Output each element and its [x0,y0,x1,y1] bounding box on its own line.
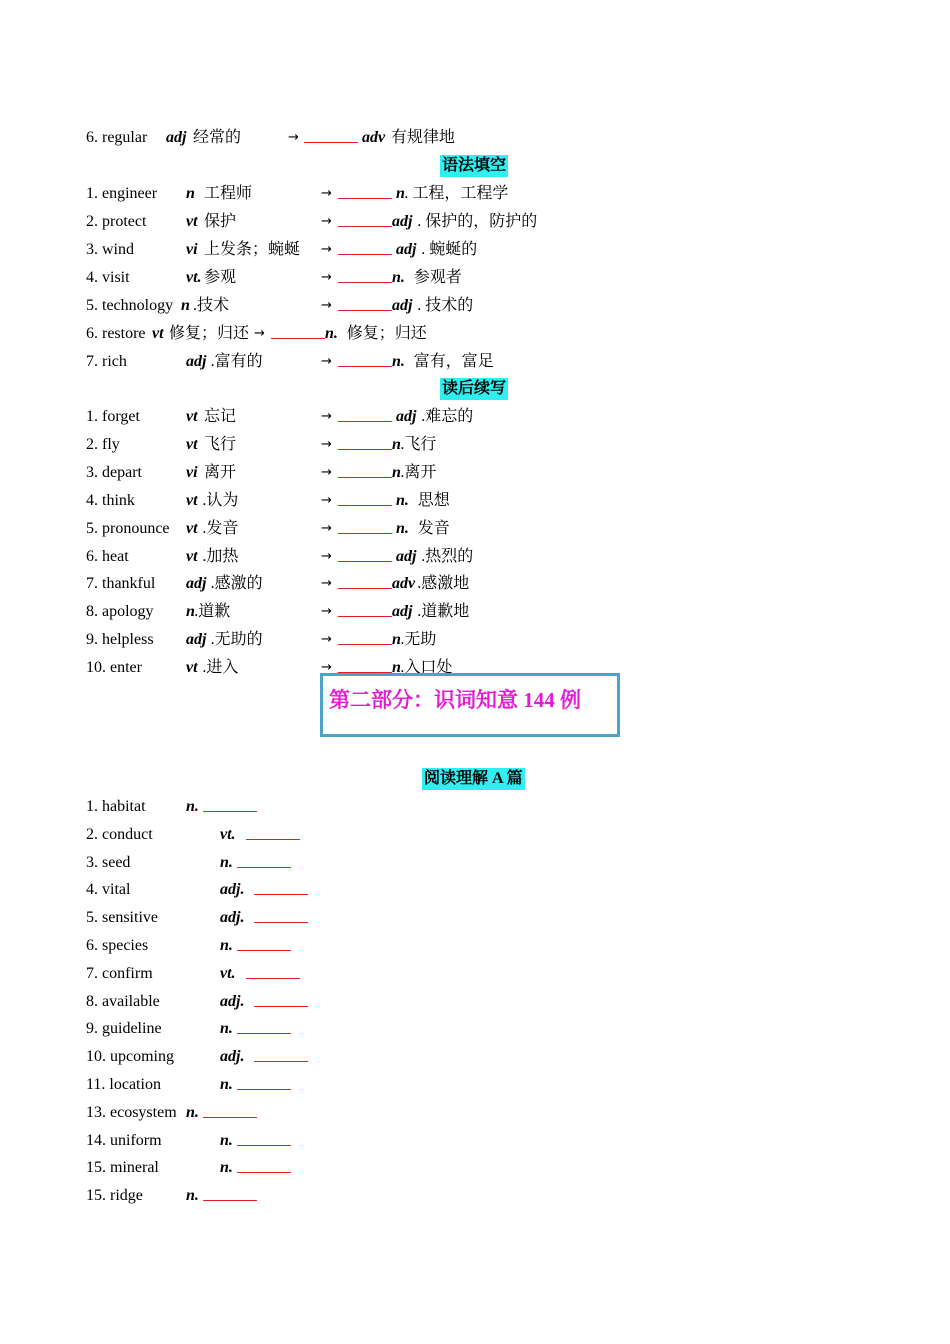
result-meaning: . 保护的，防护的 [417,213,538,230]
vocab-pos: vi [186,241,198,258]
section-heading-writing: 读后续写 [440,378,508,400]
vocab-meaning: 工程师 [204,185,253,202]
arrow-icon: → [321,548,332,564]
vocab-row [0,906,950,930]
result-pos: n. [392,269,405,286]
vocab-row [0,350,950,374]
arrow-icon: → [321,298,332,313]
arrow-icon: → [321,604,332,620]
result-pos: adj [396,241,417,258]
vocab-pos: vt [152,325,164,342]
arrow-icon: → [254,326,265,341]
vocab-pos: adj [186,575,207,593]
result-meaning: . 技术的 [417,297,474,314]
result-pos: n. [325,325,338,342]
vocab-row [0,990,950,1014]
vocab-word: 4. visit [86,269,130,286]
vocab-word: 3. seed [86,853,131,871]
result-meaning: .离开 [400,463,437,481]
arrow-icon: → [321,660,332,676]
result-pos: adv [362,129,386,146]
vocab-word: 6. restore [86,325,146,342]
vocab-word: 6. regular [86,129,148,146]
vocab-word: 10. enter [86,659,142,677]
vocab-pos: n [186,603,195,621]
result-meaning: 参观者 [413,269,462,286]
result-pos: adj [396,408,417,425]
vocab-meaning: .感激的 [210,575,263,593]
vocab-word: 15. mineral [86,1159,159,1177]
vocab-row-regular [0,126,950,150]
arrow-icon: → [321,464,332,480]
arrow-icon: → [321,270,332,285]
vocab-pos: n [186,185,195,202]
vocab-row [0,1184,950,1208]
vocab-word: 1. forget [86,408,140,425]
vocab-word: 3. depart [86,463,142,481]
vocab-pos: adj. [220,881,245,899]
vocab-pos: vt [186,435,198,453]
result-pos: n [392,435,401,453]
vocab-pos: adj. [220,909,245,927]
vocab-row [0,628,950,652]
result-pos: adj [392,213,413,230]
vocab-meaning: .认为 [202,491,239,509]
vocab-row [0,294,950,318]
vocab-pos: vt [186,408,198,425]
vocab-meaning: 忘记 [204,408,237,425]
vocab-pos: vt. [220,825,236,843]
vocab-pos: n. [220,937,233,954]
vocab-pos: adj. [220,992,245,1010]
vocab-row [0,600,950,624]
vocab-row [0,182,950,206]
vocab-row [0,266,950,290]
vocab-row [0,1101,950,1125]
vocab-row [0,934,950,958]
result-meaning: 有规律地 [391,129,456,146]
result-meaning: 发音 [417,519,450,537]
vocab-row [0,238,950,262]
vocab-word: 5. sensitive [86,909,158,927]
vocab-word: 1. engineer [86,185,158,202]
vocab-word: 2. fly [86,435,120,453]
vocab-meaning: .进入 [202,659,239,677]
arrow-icon: → [321,632,332,648]
vocab-word: 2. protect [86,213,147,230]
arrow-icon: → [321,242,332,257]
vocab-word: 2. conduct [86,825,153,843]
vocab-row [0,795,950,819]
result-meaning: .飞行 [400,435,437,453]
result-pos: n. [392,353,405,370]
vocab-meaning: 上发条；蜿蜒 [204,241,301,258]
part2-title: 第二部分：识词知意 144 例 [329,688,581,712]
arrow-icon: → [321,436,332,452]
arrow-icon: → [321,214,332,229]
result-meaning: .热烈的 [421,547,474,565]
vocab-pos: n. [186,1187,199,1205]
vocab-row [0,1129,950,1153]
result-meaning: .无助 [400,631,437,649]
result-pos: n. [396,491,409,509]
vocab-row [0,210,950,234]
vocab-pos: vt [186,659,198,677]
result-meaning: .道歉地 [417,603,470,621]
vocab-word: 13. ecosystem [86,1103,177,1121]
result-meaning: 思想 [417,491,450,509]
vocab-pos: adj [186,631,207,649]
vocab-word: 11. location [86,1076,161,1093]
arrow-icon: → [321,186,332,201]
vocab-pos: n. [220,1131,233,1149]
result-meaning: 富有，富足 [413,353,494,370]
vocab-row [0,322,950,346]
vocab-row [0,878,950,902]
result-meaning: .入口处 [400,659,453,677]
vocab-word: 7. rich [86,353,127,370]
vocab-row [0,461,950,485]
result-meaning: 修复；归还 [346,325,427,342]
vocab-pos: vt [186,213,198,230]
vocab-pos: vt [186,547,198,565]
vocab-meaning: 离开 [204,463,237,481]
result-pos: adj [392,297,413,314]
vocab-word: 15. ridge [86,1187,143,1205]
vocab-row [0,572,950,596]
vocab-pos: adj. [220,1048,245,1066]
vocab-word: 4. think [86,491,135,509]
vocab-word: 7. confirm [86,964,153,982]
vocab-row [0,405,950,429]
vocab-row [0,823,950,847]
vocab-pos: n. [220,1020,233,1038]
vocab-word: 4. vital [86,881,131,899]
vocab-word: 9. helpless [86,631,154,649]
vocab-row [0,962,950,986]
result-pos: adj [392,603,413,621]
vocab-row [0,851,950,875]
vocab-word: 14. uniform [86,1131,162,1149]
vocab-row [0,1073,950,1097]
arrow-icon: → [321,520,332,536]
vocab-meaning: .道歉 [194,603,231,621]
vocab-pos: n. [220,1076,233,1093]
vocab-word: 8. apology [86,603,154,621]
result-meaning: . 工程，工程学 [404,185,509,202]
vocab-word: 5. pronounce [86,519,170,537]
result-meaning: .感激地 [417,575,470,593]
vocab-meaning: .富有的 [210,353,263,370]
part2-title-box [320,673,620,737]
vocab-row [0,433,950,457]
vocab-meaning: .加热 [202,547,239,565]
result-pos: adv [392,575,416,593]
vocab-meaning: .技术 [193,297,230,314]
arrow-icon: → [321,354,332,369]
vocab-pos: adj [166,129,187,146]
vocab-row [0,517,950,541]
vocab-word: 7. thankful [86,575,156,593]
vocab-row [0,1045,950,1069]
result-pos: n [392,659,401,677]
vocab-meaning: 参观 [204,269,237,286]
vocab-pos: vt [186,519,198,537]
result-pos: n [392,463,401,481]
result-pos: n [392,631,401,649]
vocab-pos: n [181,297,190,314]
vocab-pos: n. [220,853,233,871]
vocab-word: 10. upcoming [86,1048,174,1066]
vocab-word: 6. heat [86,547,129,565]
vocab-meaning: 保护 [204,213,237,230]
result-pos: n [396,185,405,202]
result-pos: adj [396,547,417,565]
vocab-row [0,489,950,513]
vocab-pos: n. [186,1103,199,1121]
vocab-word: 8. available [86,992,160,1010]
vocab-meaning: 飞行 [204,435,237,453]
vocab-row [0,545,950,569]
arrow-icon: → [321,409,332,424]
arrow-icon: → [321,492,332,508]
vocab-row [0,1017,950,1041]
vocab-meaning: .发音 [202,519,239,537]
vocab-word: 9. guideline [86,1020,162,1038]
vocab-word: 5. technology [86,297,174,314]
vocab-row [0,1156,950,1180]
arrow-icon: → [288,130,299,145]
vocab-word: 3. wind [86,241,134,258]
vocab-meaning: 修复；归还 [169,325,250,342]
vocab-pos: vt [186,491,198,509]
vocab-pos: n. [220,1159,233,1177]
section-heading-grammar: 语法填空 [440,155,508,177]
section-heading-reading-a: 阅读理解 A 篇 [422,768,525,790]
vocab-word: 1. habitat [86,798,146,815]
vocab-pos: vi [186,463,198,481]
vocab-meaning: .无助的 [210,631,263,649]
vocab-pos: vt. [220,964,236,982]
vocab-pos: adj [186,353,207,370]
result-meaning: . 蜿蜒的 [421,241,478,258]
vocab-word: 6. species [86,937,149,954]
result-pos: n. [396,519,409,537]
vocab-meaning: 经常的 [193,129,242,146]
vocab-pos: vt. [186,269,202,286]
vocab-pos: n. [186,798,199,815]
arrow-icon: → [321,576,332,592]
result-meaning: .难忘的 [421,408,474,425]
